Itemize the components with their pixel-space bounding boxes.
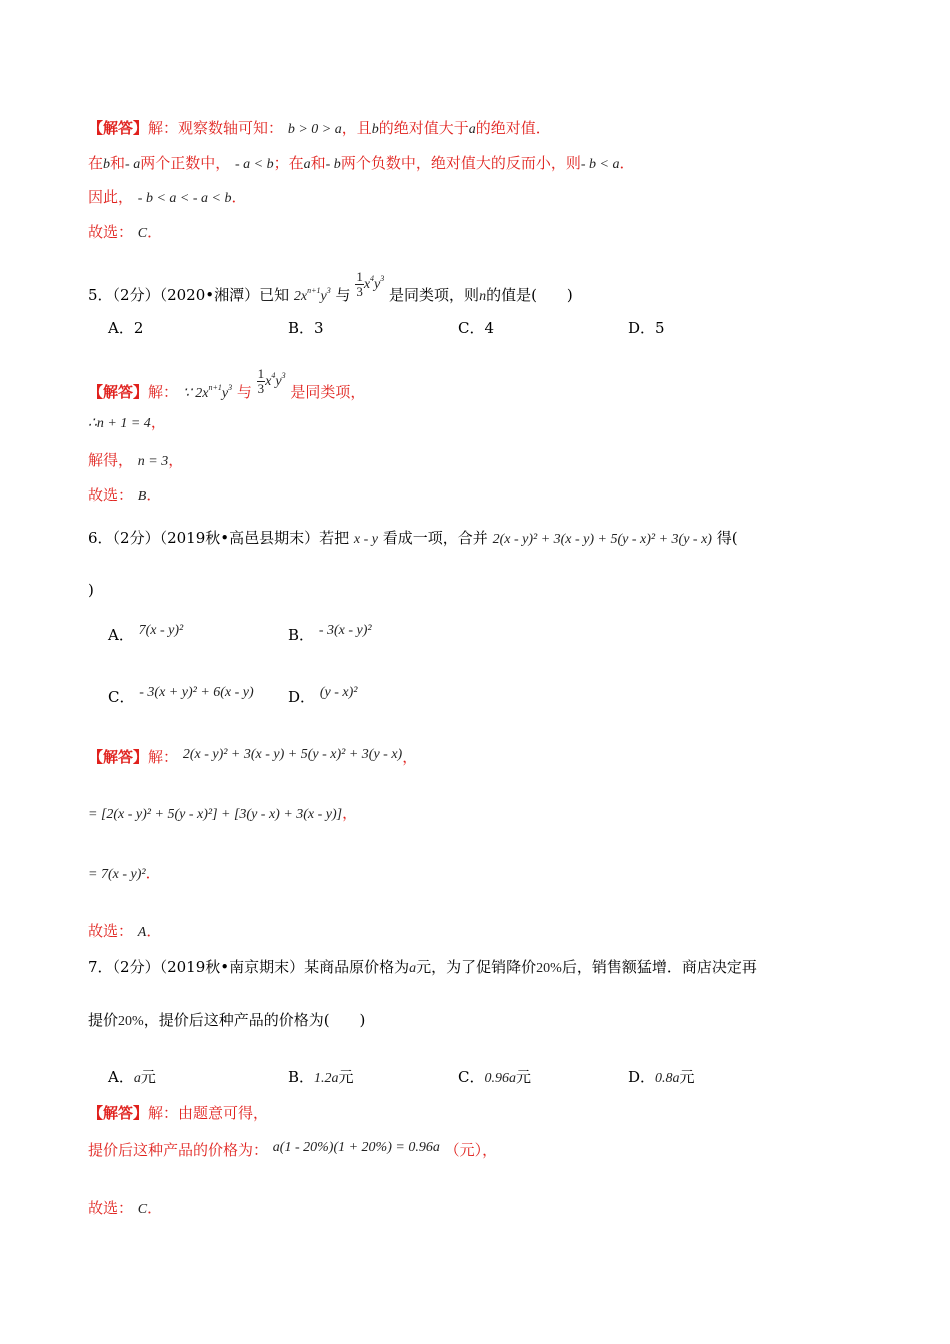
q6-stem-close: ) bbox=[88, 581, 94, 599]
math-expr: 0.8a bbox=[655, 1071, 680, 1086]
question-text: 与 bbox=[335, 286, 351, 304]
q4-solution-line1 bbox=[88, 118, 551, 140]
solution-text: ， bbox=[342, 804, 358, 822]
question-text: 是同类项，则 bbox=[389, 286, 480, 304]
q7-stem-line2 bbox=[88, 1010, 365, 1032]
answer-blank: ( ) bbox=[531, 286, 573, 304]
solution-tag: 【解答】 bbox=[88, 119, 149, 137]
solution-text: ；在 bbox=[273, 154, 304, 172]
option-label: C． bbox=[458, 1068, 485, 1086]
answer-choice: C bbox=[137, 1202, 148, 1217]
answer-choice: B bbox=[137, 489, 147, 504]
solution-text: 和 bbox=[110, 154, 126, 172]
solution-text: ． bbox=[145, 864, 161, 882]
solution-text: ． bbox=[231, 188, 247, 206]
answer-label: 故选： bbox=[88, 922, 134, 940]
question-text: ，提价后这种产品的价格为 bbox=[143, 1011, 324, 1029]
math-expr: - b bbox=[325, 157, 341, 172]
option-unit: 元 bbox=[140, 1068, 156, 1086]
question-text: 得( bbox=[716, 529, 738, 547]
math-expr: ∴n + 1 = 4 bbox=[88, 416, 151, 431]
math-term: $2x^{n+1}y^3$ bbox=[293, 286, 331, 304]
math-expr: - a < b bbox=[235, 157, 274, 172]
math-expr: n = 3 bbox=[137, 454, 169, 469]
q7-stem-line1 bbox=[88, 957, 757, 979]
question-text: 的值是 bbox=[486, 286, 532, 304]
solution-text: 解得， bbox=[88, 451, 134, 469]
math-var: b bbox=[371, 122, 379, 137]
math-term: $x^4y^3$ bbox=[363, 274, 385, 292]
option-label: C． bbox=[108, 688, 135, 706]
math-expr: b > 0 > a bbox=[287, 122, 342, 137]
q6-option-d bbox=[288, 687, 357, 709]
q7-option-a bbox=[108, 1067, 156, 1089]
solution-text: 的绝对值大于 bbox=[378, 119, 469, 137]
math-var: a bbox=[303, 157, 311, 172]
option-label: B． bbox=[288, 1068, 315, 1086]
q7-option-b bbox=[288, 1067, 354, 1089]
fraction: $\frac{1}{3}$ bbox=[257, 365, 265, 396]
solution-text: 是同类项， bbox=[290, 383, 366, 401]
answer-label: 故选： bbox=[88, 486, 134, 504]
math-expr: - 3(x - y)² bbox=[318, 623, 372, 638]
question-text: 提价 bbox=[88, 1011, 119, 1029]
math-term: $x^4y^3$ bbox=[265, 371, 286, 389]
solution-text: 解： bbox=[148, 383, 179, 401]
q6-option-c bbox=[108, 687, 254, 709]
solution-text: 解：观察数轴可知： bbox=[148, 119, 284, 137]
q6-solution-line2 bbox=[88, 803, 357, 825]
math-expr: = 7(x - y)² bbox=[88, 867, 146, 882]
solution-text: 两个负数中，绝对值大的反而小，则 bbox=[340, 154, 581, 172]
solution-text: 解：由题意可得， bbox=[148, 1104, 269, 1122]
answer-end: ． bbox=[147, 1199, 163, 1217]
solution-text: ． bbox=[619, 154, 635, 172]
q7-option-c bbox=[458, 1067, 531, 1089]
q6-stem bbox=[88, 528, 738, 550]
math-term: ∵ $2x^{n+1}y^3$ bbox=[182, 383, 233, 401]
q7-option-d bbox=[628, 1067, 695, 1089]
q7-solution-line1 bbox=[88, 1103, 268, 1123]
solution-text: （元）， bbox=[444, 1141, 498, 1159]
math-expr: 1.2a bbox=[314, 1071, 339, 1086]
math-expr: - 3(x + y)² + 6(x - y) bbox=[139, 685, 254, 700]
math-expr: 0.96a bbox=[484, 1071, 516, 1086]
solution-text: 的绝对值． bbox=[475, 119, 551, 137]
q5-solution-line2 bbox=[88, 412, 166, 434]
math-var: a bbox=[409, 961, 417, 976]
fraction: $\frac{1}{3}$ bbox=[356, 268, 363, 299]
option-unit: 元 bbox=[679, 1068, 695, 1086]
math-expr: 2(x - y)² + 3(x - y) + 5(y - x)² + 3(y - x) bbox=[492, 532, 712, 547]
option-label: D． bbox=[288, 688, 316, 706]
question-text: 看成一项，合并 bbox=[382, 529, 488, 547]
q6-answer bbox=[88, 921, 161, 943]
answer-label: 故选： bbox=[88, 1199, 134, 1217]
answer-end: ． bbox=[146, 486, 162, 504]
answer-choice: C bbox=[137, 226, 148, 241]
option-unit: 元 bbox=[338, 1068, 354, 1086]
math-number: 20% bbox=[536, 961, 562, 976]
q7-answer bbox=[88, 1198, 162, 1220]
answer-end: ． bbox=[146, 922, 162, 940]
option-label: D． bbox=[628, 1068, 656, 1086]
solution-tag: 【解答】 bbox=[88, 383, 149, 401]
answer-blank: ( ) bbox=[323, 1011, 366, 1029]
q4-solution-line2 bbox=[88, 153, 634, 175]
q4-solution-line3 bbox=[88, 187, 246, 209]
math-expr: - b < a < - a < b bbox=[137, 191, 232, 206]
solution-tag: 【解答】 bbox=[88, 748, 149, 766]
question-text: 后，销售额猛增．商店决定再 bbox=[561, 958, 757, 976]
option-label: A． bbox=[108, 626, 134, 644]
solution-text: 和 bbox=[310, 154, 326, 172]
solution-text: 提价后这种产品的价格为： bbox=[88, 1141, 269, 1159]
math-expr: a(1 - 20%)(1 + 20%) = 0.96a bbox=[272, 1140, 440, 1155]
q5-option-b: B．3 bbox=[288, 319, 324, 337]
math-expr: 2(x - y)² + 3(x - y) + 5(y - x)² + 3(y - x) bbox=[182, 747, 403, 762]
math-expr: = [2(x - y)² + 5(y - x)²] + [3(y - x) + 3(x - y)] bbox=[88, 807, 343, 822]
option-unit: 元 bbox=[515, 1068, 531, 1086]
q5-option-c: C．4 bbox=[458, 319, 495, 337]
math-expr: x - y bbox=[353, 532, 378, 547]
question-text: 元，为了促销降价 bbox=[416, 958, 537, 976]
solution-text: 因此， bbox=[88, 188, 134, 206]
q5-solution-line1 bbox=[88, 365, 366, 404]
math-var: b bbox=[103, 157, 111, 172]
math-expr: - a bbox=[125, 157, 141, 172]
option-label: B． bbox=[288, 626, 315, 644]
question-text: 6．（2分）（2019秋•高邑县期末）若把 bbox=[88, 529, 350, 547]
solution-text: 与 bbox=[236, 383, 252, 401]
question-text: 7．（2分）（2019秋•南京期末）某商品原价格为 bbox=[88, 958, 410, 976]
solution-text: 解： bbox=[148, 748, 179, 766]
answer-end: ． bbox=[147, 223, 163, 241]
q5-option-a: A．2 bbox=[108, 319, 144, 337]
q6-solution-line3 bbox=[88, 863, 161, 885]
solution-text: 两个正数中， bbox=[140, 154, 231, 172]
answer-label: 故选： bbox=[88, 223, 134, 241]
solution-text: ， bbox=[150, 413, 166, 431]
q6-option-b bbox=[288, 625, 372, 647]
q5-option-d: D．5 bbox=[628, 319, 665, 337]
solution-text: ， bbox=[168, 451, 184, 469]
q4-answer bbox=[88, 222, 162, 244]
math-expr: - b < a bbox=[580, 157, 620, 172]
answer-choice: A bbox=[137, 925, 147, 940]
solution-tag: 【解答】 bbox=[88, 1104, 149, 1122]
math-expr: (y - x)² bbox=[319, 685, 358, 700]
math-var: a bbox=[468, 122, 476, 137]
q6-option-a bbox=[108, 625, 183, 647]
option-label: A． bbox=[108, 1068, 134, 1086]
solution-text: ，且 bbox=[341, 119, 372, 137]
q7-solution-line2 bbox=[88, 1140, 497, 1162]
math-expr: a bbox=[133, 1071, 141, 1086]
solution-text: 在 bbox=[88, 154, 104, 172]
q6-solution-line1 bbox=[88, 747, 417, 769]
q5-stem bbox=[88, 268, 573, 307]
q5-solution-line3 bbox=[88, 450, 183, 472]
q5-answer bbox=[88, 485, 161, 507]
math-var: n bbox=[479, 289, 487, 304]
math-expr: 7(x - y)² bbox=[138, 623, 184, 638]
question-text: 5．（2分）（2020•湘潭）已知 bbox=[88, 286, 290, 304]
math-number: 20% bbox=[118, 1014, 144, 1029]
solution-text: ， bbox=[402, 748, 418, 766]
